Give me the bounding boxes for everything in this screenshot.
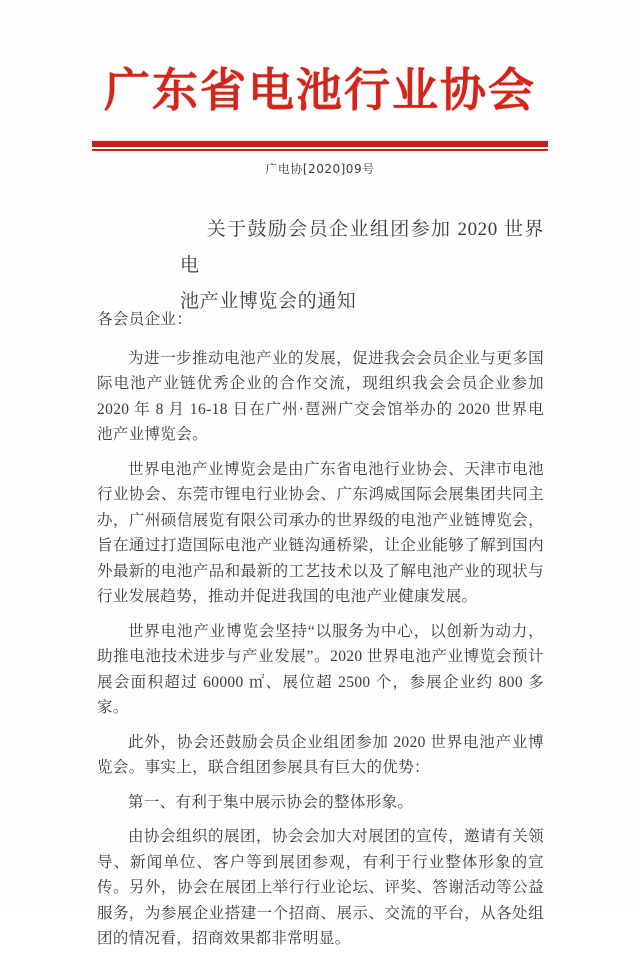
rule-thick-bar [92, 140, 548, 147]
document-title-line-2: 池产业博览会的通知 [180, 291, 357, 312]
body-paragraph-3: 世界电池产业博览会坚持“以服务为中心，以创新为动力，助推电池技术进步与产业发展”。2020 世界电池产业博览会预计展会面积超过 60000 ㎡、展位超 2500 个，参展企业约 800 多家。 [97, 622, 544, 716]
document-body [97, 307, 544, 961]
salutation: 各会员企业： [97, 311, 193, 328]
red-double-rule [92, 140, 548, 151]
document-number: 广电协[2020]09号 [265, 162, 375, 176]
body-paragraph-6: 由协会组织的展团，协会会加大对展团的宣传，邀请有关领导、新闻单位、客户等到展团参观，有利于行业整体形象的宣传。另外，协会在展团上举行行业论坛、评奖、答谢活动等公益服务，为参展企业搭建一个招商、展示、交流的平台，从各处组团的情况看，招商效果都非常明显。 [97, 828, 544, 947]
rule-thin-line [92, 149, 548, 151]
document-title-line-1: 关于鼓励会员企业组团参加 2020 世界电 [180, 219, 544, 276]
body-paragraph-5-advantage-first: 第一、有利于集中展示协会的整体形象。 [128, 793, 414, 811]
body-paragraph-1: 为进一步推动电池产业的发展，促进我会会员企业与更多国际电池产业链优秀企业的合作交流，现组织我会会员企业参加 2020 年 8 月 16-18 日在广州·琶洲广交会馆举办的 2020 世界电池产业博览会。 [97, 349, 544, 443]
letterhead [0, 64, 640, 117]
body-paragraph-4: 此外，协会还鼓励会员企业组团参加 2020 世界电池产业博览会。事实上，联合组团参展具有巨大的优势： [97, 733, 544, 776]
organization-title: 广东省电池行业协会 [104, 63, 536, 117]
document-title [180, 212, 544, 320]
body-paragraph-2: 世界电池产业博览会是由广东省电池行业协会、天津市电池行业协会、东莞市锂电行业协会、广东鸿威国际会展集团共同主办，广州硕信展览有限公司承办的世界级的电池产业链博览会，旨在通过打造国际电池产业链沟通桥梁，让企业能够了解到国内外最新的电池产品和最新的工艺技术以及了解电池产业的现状与行业发展趋势，推动并促进我国的电池产业健康发展。 [97, 460, 544, 605]
